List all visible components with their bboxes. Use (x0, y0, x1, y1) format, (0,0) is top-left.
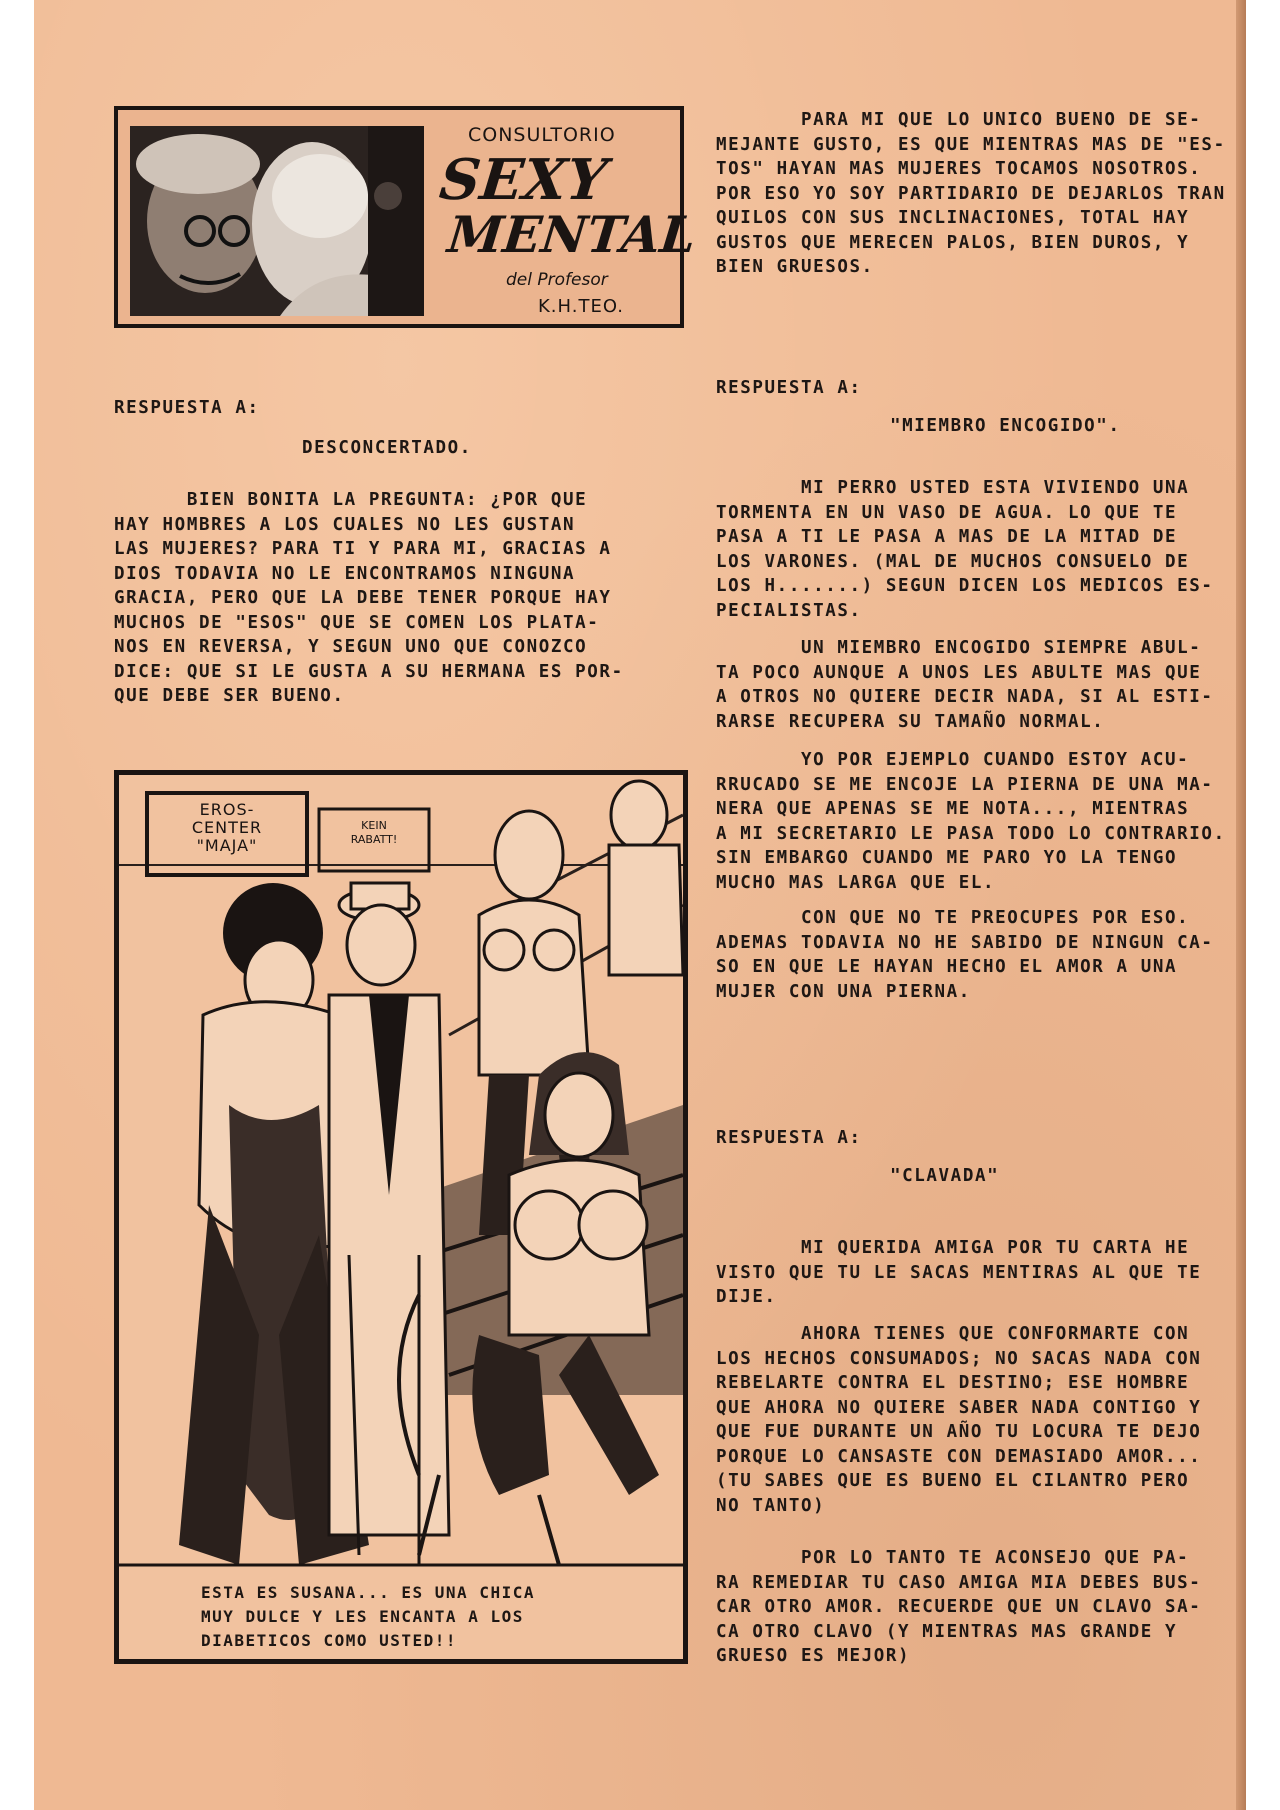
cartoon-caption: ESTA ES SUSANA... ES UNA CHICA MUY DULCE Y LES ENCANTA A LOS DIABETICOS COMO USTED!! (201, 1583, 535, 1650)
intro-continuation: PARA MI QUE LO UNICO BUENO DE SE- MEJANTE GUSTO, ES QUE MIENTRAS MAS DE "ES- TOS" HAYAN MAS MUJERES TOCAMOS NOSOTROS. POR ESO YO SOY PARTIDARIO DE DEJARLOS TRAN QUILOS CON SUS INCLINACIONES, TOTAL HAY GUSTOS QUE MERECEN PALOS, BIEN DUROS, Y BIEN GRUESOS. (716, 110, 1226, 277)
answer-paragraph-3c: POR LO TANTO TE ACONSEJO QUE PA- RA REMEDIAR TU CASO AMIGA MIA DEBES BUS- CAR OTRO AMOR. RECUERDE QUE UN CLAVO SA- CA OTRO CLAVO (Y MIENTRAS MAS GRANDE Y GRUESO ES MEJOR) (716, 1548, 1202, 1666)
answer-paragraph-3b: AHORA TIENES QUE CONFORMARTE CON LOS HECHOS CONSUMADOS; NO SACAS NADA CON REBELARTE CONTRA EL DESTINO; ESE HOMBRE QUE AHORA NO QUIERE SABER NADA CONTIGO Y QUE FUE DURANTE UN AÑO TU LOCURA TE DEJO PORQUE LO CANSASTE CON DEMASIADO AMOR... (TU SABES QUE ES BUENO EL CILANTRO PERO NO TANTO) (716, 1324, 1202, 1516)
respuesta-heading-2: RESPUESTA A: (716, 378, 862, 398)
photo-illustration (130, 126, 424, 316)
respuesta-heading-1: RESPUESTA A: (114, 398, 260, 418)
answer-paragraph-2d: CON QUE NO TE PREOCUPES POR ESO. ADEMAS TODAVIA NO HE SABIDO DE NINGUN CA- SO EN QUE LE HAYAN HECHO EL AMOR A UNA MUJER CON UNA PIERNA. (716, 908, 1214, 1002)
answer-paragraph-3a: MI QUERIDA AMIGA POR TU CARTA HE VISTO QUE TU LE SACAS MENTIRAS AL QUE TE DIJE. (716, 1238, 1202, 1307)
cartoon-illustration (114, 770, 688, 1664)
subject-miembro-encogido: "MIEMBRO ENCOGIDO". (890, 416, 1121, 436)
subject-clavada: "CLAVADA" (890, 1166, 1000, 1186)
author-name: K.H.TEO. (538, 296, 624, 317)
logo-sexy: SEXY (436, 147, 611, 213)
eros-center-sign: EROS- CENTER "MAJA" (191, 800, 263, 855)
kein-rabatt-sign: KEIN RABATT! (350, 819, 398, 846)
del-profesor-label: del Profesor (506, 270, 608, 290)
logo-mental: MENTAL (444, 205, 699, 264)
answer-paragraph-1: BIEN BONITA LA PREGUNTA: ¿POR QUE HAY HOMBRES A LOS CUALES NO LES GUSTAN LAS MUJERES? PARA TI Y PARA MI, GRACIAS A DIOS TODAVIA NO LE ENCONTRAMOS NINGUNA GRACIA, PERO QUE LA DEBE TENER PORQUE HAY MUCHOS DE "ESOS" QUE SE COMEN LOS PLATA- NOS EN REVERSA, Y SEGUN UNO QUE CONOZCO DICE: QUE SI LE GUSTA A SU HERMANA ES POR- QUE DEBE SER BUENO. (114, 490, 624, 706)
column-header-box (114, 106, 699, 328)
cartoon-drawing (119, 775, 683, 1659)
respuesta-heading-3: RESPUESTA A: (716, 1128, 862, 1148)
subject-desconcertado: DESCONCERTADO. (302, 438, 472, 458)
professor-photo (130, 126, 424, 316)
answer-paragraph-2b: UN MIEMBRO ENCOGIDO SIEMPRE ABUL- TA POCO AUNQUE A UNOS LES ABULTE MAS QUE A OTROS NO QUIERE DECIR NADA, SI AL ESTI- RARSE RECUPERA SU TAMAÑO NORMAL. (716, 638, 1214, 732)
consultorio-label: CONSULTORIO (468, 124, 616, 146)
page-edge (1236, 0, 1246, 1810)
answer-paragraph-2a: MI PERRO USTED ESTA VIVIENDO UNA TORMENTA EN UN VASO DE AGUA. LO QUE TE PASA A TI LE PASA A MAS DE LA MITAD DE LOS VARONES. (MAL DE MUCHOS CONSUELO DE LOS H.......) SEGUN DICEN LOS MEDICOS ES- PECIALISTAS. (716, 478, 1214, 621)
answer-paragraph-2c: YO POR EJEMPLO CUANDO ESTOY ACU- RRUCADO SE ME ENCOJE LA PIERNA DE UNA MA- NERA QUE APENAS SE ME NOTA..., MIENTRAS A MI SECRETARIO LE PASA TODO LO CONTRARIO. SIN EMBARGO CUANDO ME PARO YO LA TENGO MUCHO MAS LARGA QUE EL. (716, 750, 1226, 893)
